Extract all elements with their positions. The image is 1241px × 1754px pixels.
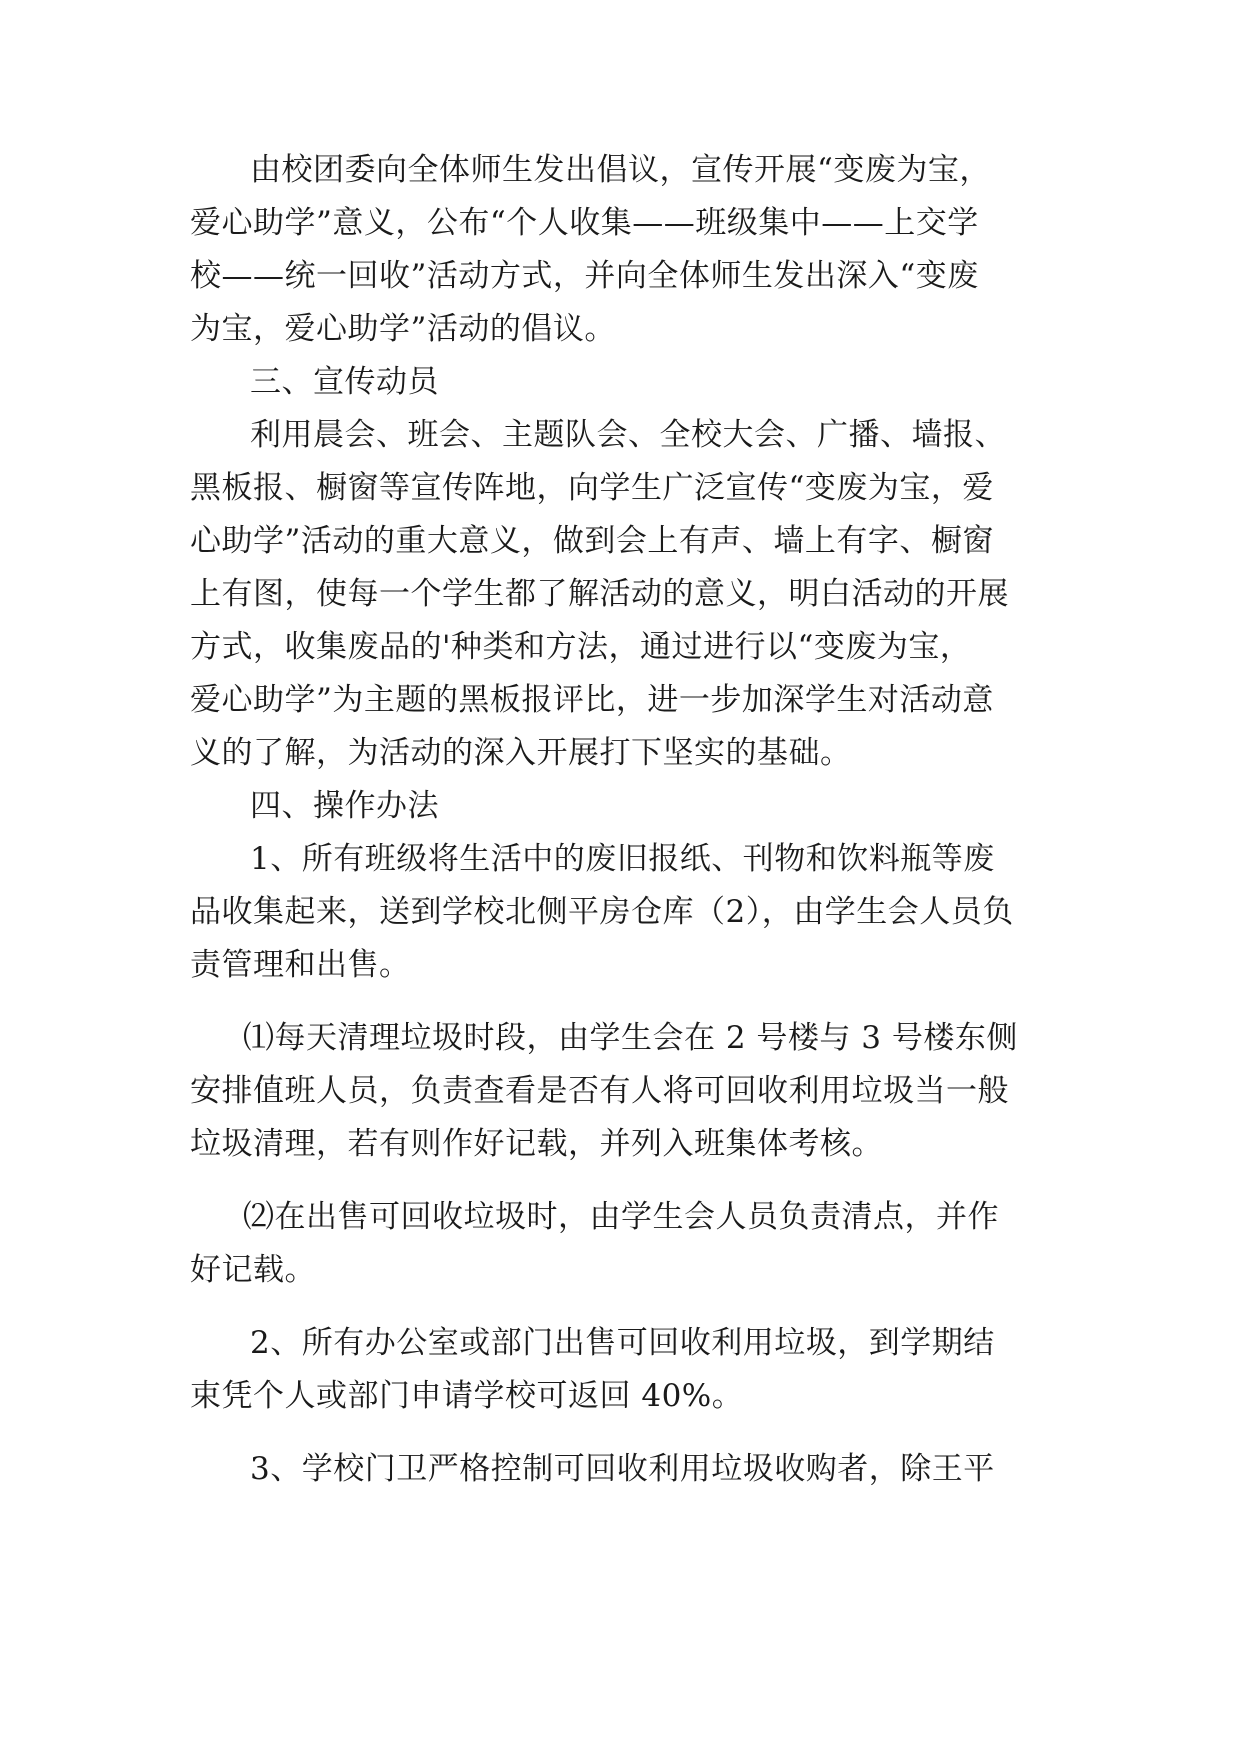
paragraph-line: 1、所有班级将生活中的废旧报纸、刊物和饮料瓶等废 bbox=[250, 841, 995, 877]
paragraph-line: 利用晨会、班会、主题队会、全校大会、广播、墙报、 bbox=[250, 417, 1006, 453]
paragraph-line: 安排值班人员，负责查看是否有人将可回收利用垃圾当一般 bbox=[190, 1073, 1009, 1109]
paragraph-line: 由校团委向全体师生发出倡议，宣传开展“变废为宝， bbox=[250, 152, 991, 188]
paragraph-line: 校——统一回收”活动方式，并向全体师生发出深入“变废 bbox=[190, 258, 979, 294]
paragraph-line: 黑板报、橱窗等宣传阵地，向学生广泛宣传“变废为宝，爱 bbox=[190, 470, 994, 506]
paragraph-line: 为宝，爱心助学”活动的倡议。 bbox=[190, 311, 616, 347]
section-heading: 三、宣传动员 bbox=[250, 364, 439, 400]
paragraph-line: ⑴每天清理垃圾时段，由学生会在 2 号楼与 3 号楼东侧 bbox=[243, 1020, 1018, 1056]
paragraph-line: 2、所有办公室或部门出售可回收利用垃圾，到学期结 bbox=[250, 1325, 995, 1361]
paragraph-line: 好记载。 bbox=[190, 1252, 316, 1288]
paragraph-line: 上有图，使每一个学生都了解活动的意义，明白活动的开展 bbox=[190, 576, 1009, 612]
paragraph-line: 束凭个人或部门申请学校可返回 40%。 bbox=[190, 1378, 744, 1414]
paragraph-line: ⑵在出售可回收垃圾时，由学生会人员负责清点，并作 bbox=[243, 1199, 999, 1235]
paragraph-line: 心助学”活动的重大意义，做到会上有声、墙上有字、橱窗 bbox=[190, 523, 994, 559]
paragraph-line: 责管理和出售。 bbox=[190, 947, 411, 983]
paragraph-line: 品收集起来，送到学校北侧平房仓库（2），由学生会人员负 bbox=[190, 894, 1014, 930]
section-heading: 四、操作办法 bbox=[250, 788, 439, 824]
paragraph-line: 3、学校门卫严格控制可回收利用垃圾收购者，除王平 bbox=[250, 1451, 995, 1487]
paragraph-line: 垃圾清理，若有则作好记载，并列入班集体考核。 bbox=[190, 1126, 883, 1162]
paragraph-line: 爱心助学”意义，公布“个人收集——班级集中——上交学 bbox=[190, 205, 979, 241]
paragraph-line: 方式，收集废品的'种类和方法，通过进行以“变废为宝， bbox=[190, 629, 972, 665]
paragraph-line: 爱心助学”为主题的黑板报评比，进一步加深学生对活动意 bbox=[190, 682, 994, 718]
paragraph-line: 义的了解，为活动的深入开展打下坚实的基础。 bbox=[190, 735, 852, 771]
